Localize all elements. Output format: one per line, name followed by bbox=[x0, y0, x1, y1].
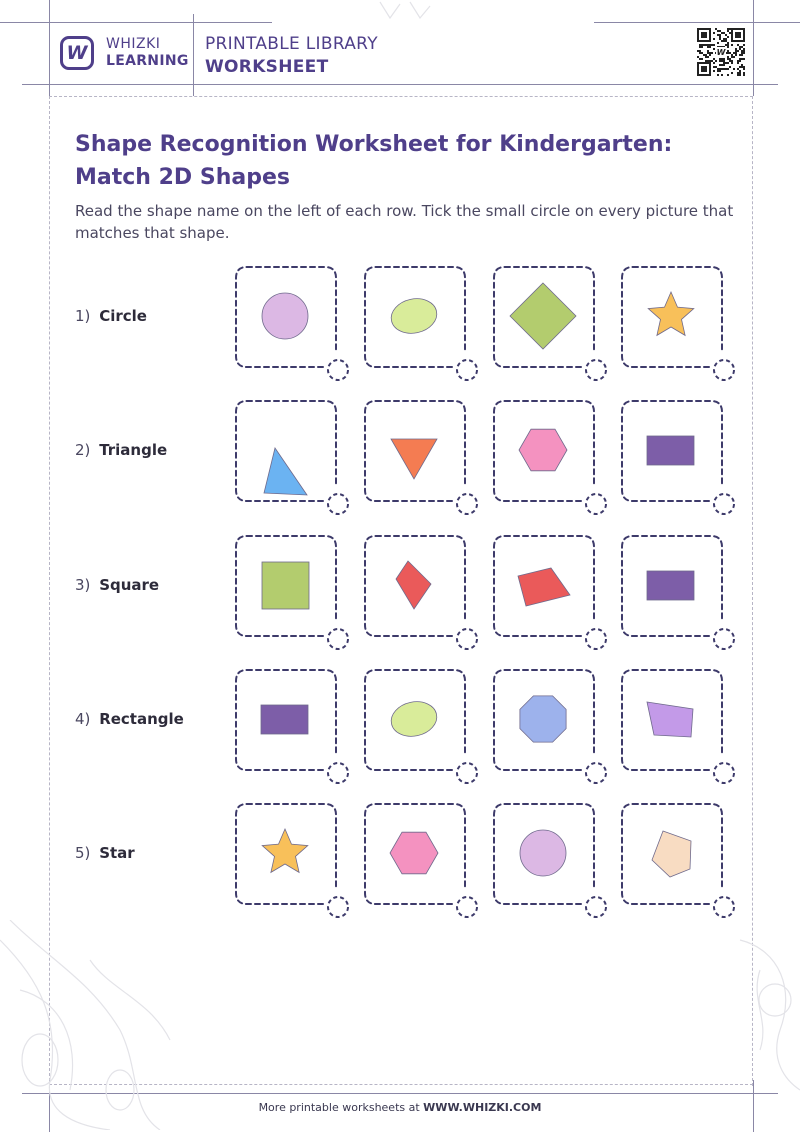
tick-circle[interactable] bbox=[586, 763, 606, 783]
brand-name-top: WHIZKI bbox=[106, 36, 161, 52]
circle-shape bbox=[520, 830, 566, 876]
shape-card-graphic bbox=[235, 266, 351, 384]
tick-circle[interactable] bbox=[457, 360, 477, 380]
qr-code-icon[interactable] bbox=[697, 28, 745, 76]
tick-circle[interactable] bbox=[714, 494, 734, 514]
tick-circle[interactable] bbox=[714, 897, 734, 917]
row-shape-name: Circle bbox=[99, 307, 147, 325]
row-number: 2) bbox=[75, 441, 91, 459]
shape-card bbox=[235, 266, 337, 368]
shape-card bbox=[621, 266, 723, 368]
quadrilateral-shape bbox=[518, 568, 570, 606]
shape-card-graphic bbox=[235, 535, 351, 653]
shape-card-graphic bbox=[493, 803, 609, 921]
worksheet-label: WORKSHEET bbox=[205, 57, 329, 77]
row-label bbox=[75, 844, 135, 862]
tick-circle[interactable] bbox=[457, 629, 477, 649]
shape-card bbox=[364, 266, 466, 368]
page-border-top bbox=[49, 96, 753, 97]
shape-card bbox=[235, 535, 337, 637]
tick-circle[interactable] bbox=[328, 360, 348, 380]
shape-card bbox=[364, 669, 466, 771]
star-shape bbox=[262, 829, 308, 872]
header-bottom-line bbox=[22, 84, 778, 85]
row-shape-name: Triangle bbox=[99, 441, 168, 459]
octagon-shape bbox=[520, 696, 566, 742]
row-shape-name: Square bbox=[99, 576, 160, 594]
shape-card bbox=[364, 400, 466, 502]
row-number: 1) bbox=[75, 307, 91, 325]
tick-circle[interactable] bbox=[457, 494, 477, 514]
tick-circle[interactable] bbox=[714, 763, 734, 783]
rectangle-shape bbox=[261, 705, 308, 734]
star-shape bbox=[648, 292, 694, 335]
shape-card-graphic bbox=[493, 669, 609, 787]
sketch-decoration-top bbox=[375, 0, 435, 22]
tick-circle[interactable] bbox=[328, 763, 348, 783]
shape-card-graphic bbox=[493, 535, 609, 653]
shape-card-graphic bbox=[235, 669, 351, 787]
row-label bbox=[75, 576, 159, 594]
sketch-decoration-bottom-left bbox=[0, 920, 200, 1130]
row-label bbox=[75, 710, 184, 728]
tick-circle[interactable] bbox=[586, 360, 606, 380]
footer bbox=[0, 1101, 800, 1114]
diamond-shape bbox=[510, 283, 576, 349]
shape-card bbox=[493, 803, 595, 905]
shape-card-graphic bbox=[621, 535, 737, 653]
circle-shape bbox=[262, 293, 308, 339]
hexagon-shape bbox=[390, 832, 438, 874]
pentagon-shape bbox=[652, 831, 691, 877]
tick-circle[interactable] bbox=[714, 360, 734, 380]
shape-card-graphic bbox=[493, 266, 609, 384]
ellipse-shape bbox=[388, 698, 440, 741]
ellipse-shape bbox=[388, 295, 440, 338]
row-number: 5) bbox=[75, 844, 91, 862]
shape-card-graphic bbox=[621, 803, 737, 921]
inverted-triangle-shape bbox=[391, 439, 437, 479]
tick-circle[interactable] bbox=[457, 897, 477, 917]
shape-card-graphic bbox=[364, 400, 480, 518]
tick-circle[interactable] bbox=[328, 494, 348, 514]
row-label bbox=[75, 307, 147, 325]
shape-card bbox=[621, 535, 723, 637]
sketch-decoration-bottom-right bbox=[700, 930, 800, 1100]
shape-card-graphic bbox=[364, 803, 480, 921]
footer-prefix: More printable worksheets at bbox=[258, 1101, 424, 1114]
shape-card-graphic bbox=[493, 400, 609, 518]
shape-card-graphic bbox=[364, 535, 480, 653]
row-label bbox=[75, 441, 167, 459]
hexagon-shape bbox=[519, 429, 567, 471]
shape-card-graphic bbox=[235, 803, 351, 921]
row-shape-name: Star bbox=[99, 844, 135, 862]
tick-circle[interactable] bbox=[586, 897, 606, 917]
header-top-line-right bbox=[594, 22, 800, 23]
shape-card bbox=[235, 669, 337, 771]
row-shape-name: Rectangle bbox=[99, 710, 184, 728]
page-title: Shape Recognition Worksheet for Kindergarten: Match 2D Shapes bbox=[75, 132, 673, 190]
logo-icon bbox=[60, 36, 94, 70]
shape-card bbox=[493, 400, 595, 502]
row-number: 4) bbox=[75, 710, 91, 728]
shape-card bbox=[235, 400, 337, 502]
footer-url[interactable]: WWW.WHIZKI.COM bbox=[423, 1101, 542, 1114]
header-left-vline bbox=[49, 0, 50, 96]
qr-logo-letter: W bbox=[716, 48, 726, 57]
header-top-line bbox=[0, 22, 272, 23]
row-number: 3) bbox=[75, 576, 91, 594]
shape-card-graphic bbox=[364, 266, 480, 384]
tick-circle[interactable] bbox=[586, 629, 606, 649]
instructions: Read the shape name on the left of each row. Tick the small circle on every picture that matches that shape. bbox=[75, 202, 734, 242]
kite-shape bbox=[396, 561, 431, 609]
tick-circle[interactable] bbox=[714, 629, 734, 649]
shape-card bbox=[493, 266, 595, 368]
square-shape bbox=[262, 562, 309, 609]
library-label: PRINTABLE LIBRARY bbox=[205, 34, 378, 54]
shape-card bbox=[621, 803, 723, 905]
tick-circle[interactable] bbox=[457, 763, 477, 783]
shape-card bbox=[493, 669, 595, 771]
shape-card-graphic bbox=[364, 669, 480, 787]
tick-circle[interactable] bbox=[328, 629, 348, 649]
shape-card-graphic bbox=[621, 266, 737, 384]
brand-name-bottom: LEARNING bbox=[106, 53, 189, 69]
shape-card bbox=[364, 535, 466, 637]
trapezoid-shape bbox=[647, 702, 693, 737]
header-divider bbox=[193, 14, 194, 96]
shape-card-graphic bbox=[621, 400, 737, 518]
rectangle-shape bbox=[647, 436, 694, 465]
shape-card bbox=[235, 803, 337, 905]
tick-circle[interactable] bbox=[328, 897, 348, 917]
logo-letter: W bbox=[66, 41, 88, 64]
shape-card bbox=[621, 669, 723, 771]
triangle-shape bbox=[264, 448, 307, 495]
header-right-vline bbox=[753, 0, 754, 96]
shape-card-graphic bbox=[235, 400, 351, 518]
shape-card bbox=[364, 803, 466, 905]
shape-card bbox=[621, 400, 723, 502]
tick-circle[interactable] bbox=[586, 494, 606, 514]
shape-card-graphic bbox=[621, 669, 737, 787]
shape-card bbox=[493, 535, 595, 637]
rectangle-shape bbox=[647, 571, 694, 600]
